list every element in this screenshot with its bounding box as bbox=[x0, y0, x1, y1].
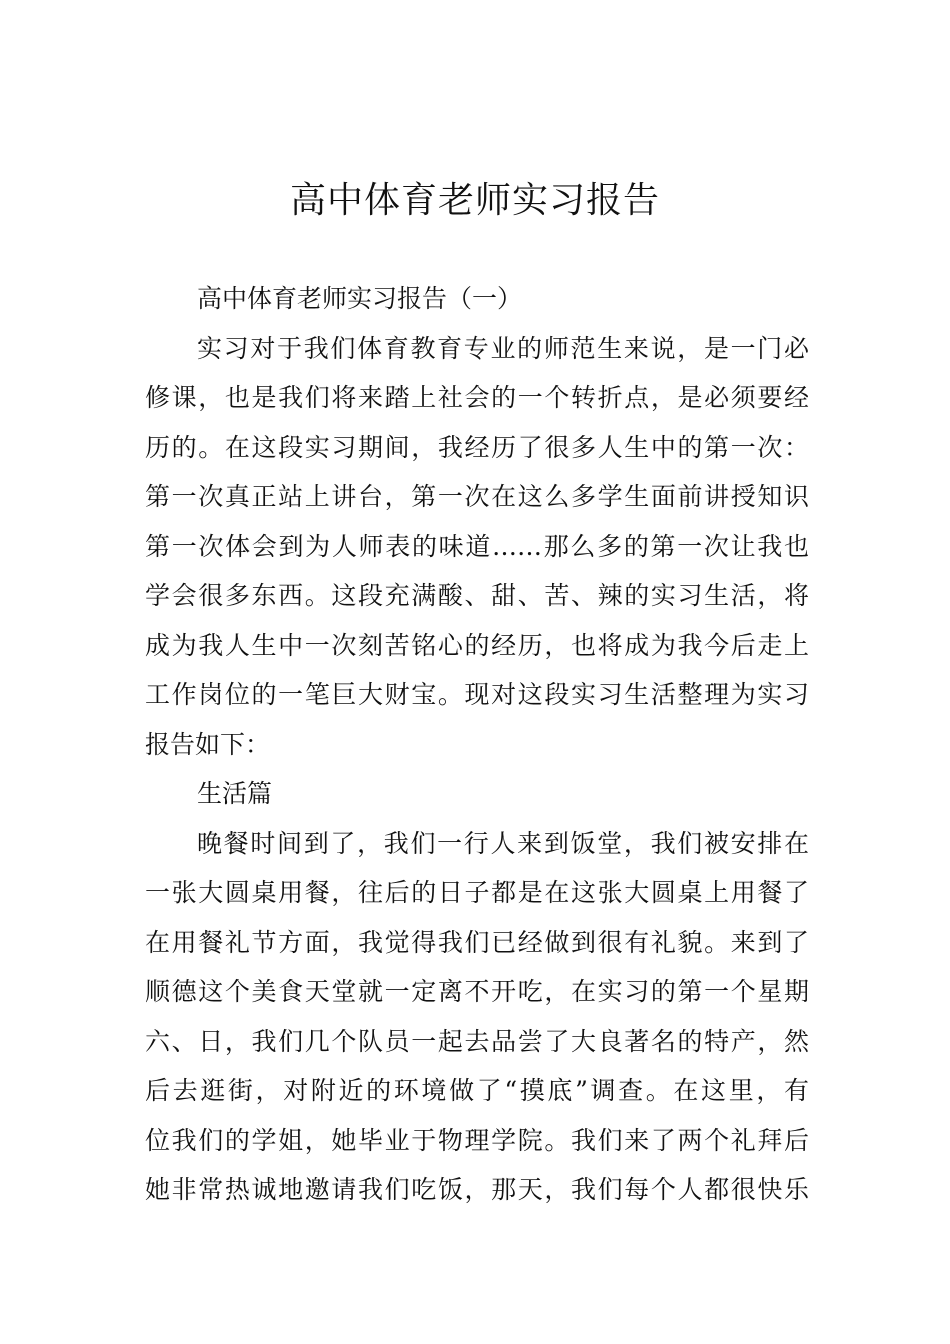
paragraph-line: 成为我人生中一次刻苦铭心的经历，也将成为我今后走上 bbox=[145, 630, 809, 660]
paragraph-line: 实习对于我们体育教育专业的师范生来说，是一门必 bbox=[197, 333, 809, 363]
paragraph-line: 顺德这个美食天堂就一定离不开吃，在实习的第一个星期 bbox=[145, 977, 809, 1006]
paragraph-line: 一张大圆桌用餐，往后的日子都是在这张大圆桌上用餐了 bbox=[145, 878, 809, 907]
paragraph-line: 六、日，我们几个队员一起去品尝了大良著名的特产，然 bbox=[145, 1026, 809, 1056]
paragraph-line: 位我们的学姐，她毕业于物理学院。我们来了两个礼拜后 bbox=[145, 1125, 809, 1155]
paragraph-line: 晚餐时间到了，我们一行人来到饭堂，我们被安排在 bbox=[197, 828, 809, 858]
document-title: 高中体育老师实习报告 bbox=[289, 180, 660, 221]
paragraph-line: 报告如下： bbox=[145, 729, 271, 759]
paragraph-line: 在用餐礼节方面，我觉得我们已经做到很有礼貌。来到了 bbox=[145, 927, 809, 957]
paragraph-line: 工作岗位的一笔巨大财宝。现对这段实习生活整理为实习 bbox=[145, 680, 809, 709]
paragraph-line: 高中体育老师实习报告（一） bbox=[197, 284, 523, 313]
paragraph-line: 第一次真正站上讲台，第一次在这么多学生面前讲授知识 bbox=[145, 482, 809, 511]
paragraph-line: 她非常热诚地邀请我们吃饭，那天，我们每个人都很快乐 bbox=[145, 1175, 809, 1204]
paragraph-line: 修课，也是我们将来踏上社会的一个转折点，是必须要经 bbox=[145, 383, 809, 412]
document-body bbox=[145, 274, 809, 1215]
paragraph-line: 后去逛街，对附近的环境做了“摸底”调查。在这里，有 bbox=[145, 1076, 809, 1105]
paragraph-line: 第一次体会到为人师表的味道……那么多的第一次让我也 bbox=[145, 531, 809, 561]
paragraph-line: 历的。在这段实习期间，我经历了很多人生中的第一次： bbox=[145, 432, 809, 462]
paragraph-line: 生活篇 bbox=[197, 779, 273, 808]
paragraph-line: 学会很多东西。这段充满酸、甜、苦、辣的实习生活，将 bbox=[145, 581, 809, 610]
